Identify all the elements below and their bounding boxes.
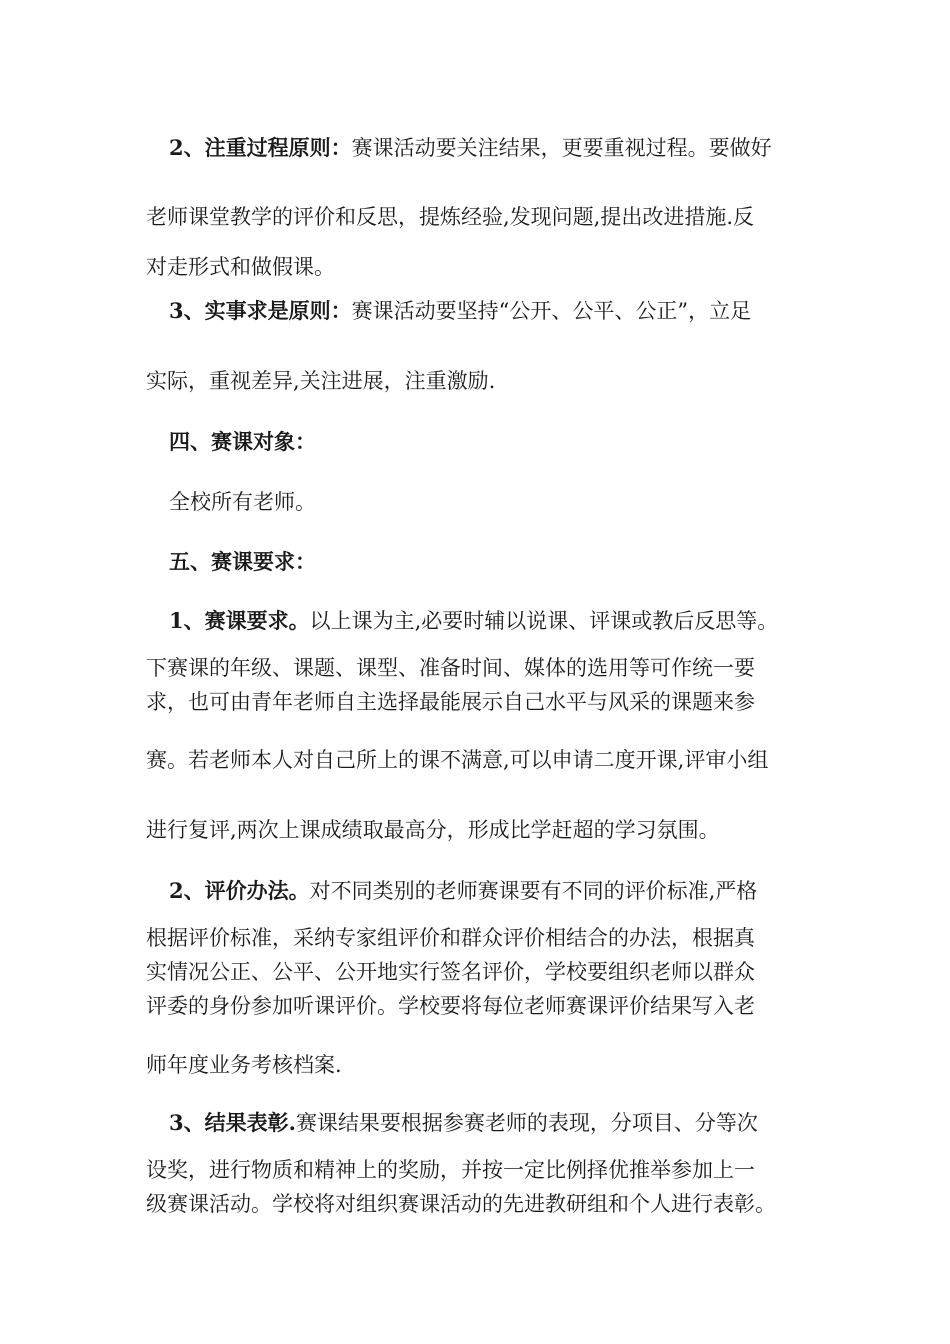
requirement-2-text: 对不同类别的老师赛课要有不同的评价标准,严格	[309, 879, 758, 903]
requirement-2-line-4: 评委的身份参加听课评价。学校要将每位老师赛课评价结果写入老	[146, 994, 755, 1018]
requirement-2-line-2: 根据评价标准，采纳专家组评价和群众评价相结合的办法，根据真	[146, 926, 755, 950]
requirement-3-line-1	[169, 1108, 758, 1138]
requirement-3-heading: 3、结果表彰.	[169, 1110, 296, 1135]
principle-3-heading: 3、实事求是原则：	[169, 298, 352, 323]
requirement-1-heading: 1、赛课要求。	[169, 608, 310, 633]
principle-2-line-3: 对走形式和做假课。	[146, 255, 335, 279]
requirement-1-line-1	[169, 606, 778, 636]
requirement-2-line-1	[169, 876, 757, 906]
principle-3-text: 赛课活动要坚持“公开、公平、公正”，立足	[351, 299, 752, 323]
principle-2-heading: 2、注重过程原则：	[169, 135, 352, 160]
requirement-2-heading: 2、评价办法。	[169, 878, 310, 903]
requirement-3-text: 赛课结果要根据参赛老师的表现，分项目、分等次	[295, 1111, 758, 1135]
requirement-1-line-5: 进行复评,两次上课成绩取最高分，形成比学赶超的学习氛围。	[146, 818, 720, 842]
principle-2-text: 赛课活动要关注结果，更要重视过程。要做好	[351, 136, 772, 160]
requirement-2-line-3: 实情况公正、公平、公开地实行签名评价，学校要组织老师以群众	[146, 960, 755, 984]
requirement-1-line-3: 求，也可由青年老师自主选择最能展示自己水平与风采的课题来参	[146, 690, 755, 714]
section-5-heading: 五、赛课要求：	[169, 549, 316, 574]
principle-2-line-2: 老师课堂教学的评价和反思，提炼经验,发现问题,提出改进措施.反	[146, 205, 755, 229]
requirement-3-line-3: 级赛课活动。学校将对组织赛课活动的先进教研组和个人进行表彰。	[146, 1192, 776, 1216]
requirement-1-text: 以上课为主,必要时辅以说课、评课或教后反思等。	[309, 609, 779, 633]
requirement-1-line-4: 赛。若老师本人对自己所上的课不满意,可以申请二度开课,评审小组	[146, 748, 769, 772]
requirement-1-line-2: 下赛课的年级、课题、课型、准备时间、媒体的选用等可作统一要	[146, 656, 755, 680]
principle-3-line-1	[169, 296, 751, 326]
principle-3-line-2: 实际，重视差异,关注进展，注重激励.	[146, 369, 496, 393]
requirement-2-line-5: 师年度业务考核档案.	[146, 1053, 342, 1077]
section-4-heading: 四、赛课对象：	[169, 429, 316, 454]
requirement-3-line-2: 设奖，进行物质和精神上的奖励，并按一定比例择优推举参加上一	[146, 1158, 755, 1182]
section-4-body: 全校所有老师。	[169, 490, 316, 514]
principle-2-line-1	[169, 133, 772, 163]
